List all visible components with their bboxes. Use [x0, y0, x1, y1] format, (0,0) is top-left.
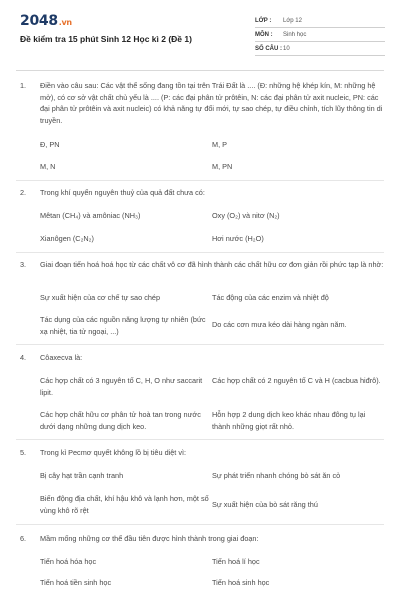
option-c[interactable]: Tác dụng của các nguồn năng lượng tự nhiên (bức xạ nhiệt, tia tử ngoại, ...)	[40, 315, 206, 336]
question-text: Côaxecva là:	[40, 353, 83, 362]
option-c[interactable]: M, N	[40, 162, 56, 171]
site-logo[interactable]: 2048.vn	[20, 13, 72, 29]
question-number: 5.	[20, 448, 27, 457]
question-2	[20, 187, 384, 199]
question-number: 2.	[20, 188, 27, 197]
question-text: Giai đoạn tiến hoá hoá học từ các chất vô cơ đã hình thành các chất hữu cơ đơn giản rồi phức tạp là nhờ:	[40, 260, 384, 269]
option-b[interactable]: Tác động của các enzim và nhiệt độ	[212, 293, 329, 302]
meta-value: Lớp 12	[283, 17, 302, 24]
option-d[interactable]: Do các cơn mưa kéo dài hàng ngàn năm.	[212, 320, 347, 329]
meta-key: LỚP :	[255, 17, 272, 24]
option-b[interactable]: Sự phát triển nhanh chóng bò sát ăn cỏ	[212, 471, 341, 480]
option-a[interactable]: Sự xuất hiện của cơ chế tự sao chép	[40, 293, 161, 302]
option-d[interactable]: M, PN	[212, 162, 233, 171]
page-title: Đề kiểm tra 15 phút Sinh 12 Học kì 2 (Đề 1)	[20, 34, 192, 44]
question-divider	[16, 344, 384, 345]
option-a[interactable]: Đ, PN	[40, 140, 60, 149]
question-4	[20, 352, 384, 364]
question-text: Trong kỉ Pecmơ quyết không lồ bị tiêu diệt vì:	[40, 448, 187, 457]
question-number: 1.	[20, 81, 27, 90]
header-divider	[16, 70, 384, 71]
option-a[interactable]: Tiến hoá hóa học	[40, 557, 97, 566]
meta-table	[255, 14, 385, 56]
option-b[interactable]: M, P	[212, 140, 227, 149]
meta-row-class	[255, 14, 385, 28]
option-b[interactable]: Tiến hoá lí học	[212, 557, 260, 566]
question-number: 3.	[20, 260, 27, 269]
question-text: Mầm mống những cơ thể đầu tiên được hình thành trong giai đoạn:	[40, 534, 259, 543]
question-divider	[16, 252, 384, 253]
option-a[interactable]: Các hợp chất có 3 nguyên tố C, H, O như saccarit lipit.	[40, 376, 203, 397]
option-c[interactable]: Xianôgen (C₂N₂)	[40, 234, 94, 243]
question-5	[20, 447, 384, 459]
option-a[interactable]: Bị cây hạt trần cạnh tranh	[40, 471, 124, 480]
option-d[interactable]: Sự xuất hiện của bò sát răng thú	[212, 500, 318, 509]
question-number: 4.	[20, 353, 27, 362]
question-text: Điền vào câu sau: Các vật thể sống đang tồn tại trên Trái Đất là .... (Đ: những hệ khép kín, M: những hệ mở), có cơ sở vật chất chủ yếu là .... (P: các đại phân tử prôtêin, N: các đại phân tử axit nucleic, PN: các đại phân tử prôtêin và axit nucleic) có khả năng tự đổi mới, tự sao chép, tự điều chỉnh, tích lũy thông tin di truyền.	[40, 81, 383, 125]
question-1	[20, 80, 384, 126]
question-3	[20, 259, 384, 271]
option-c[interactable]: Các hợp chất hữu cơ phân tử hoà tan trong nước dưới dạng những dung dịch keo.	[40, 410, 201, 431]
meta-value: Sinh học	[283, 31, 307, 38]
option-a[interactable]: Mêtan (CH₄) và amôniac (NH₃)	[40, 211, 141, 220]
question-text: Trong khí quyển nguyên thuỷ của quả đất chưa có:	[40, 188, 205, 197]
question-6	[20, 533, 384, 545]
option-c[interactable]: Biến động địa chất, khí hậu khô và lạnh hơn, một số vùng khô rõ rệt	[40, 494, 209, 515]
meta-row-subject	[255, 28, 385, 42]
meta-value: 10	[283, 45, 290, 52]
option-d[interactable]: Hơi nước (H₂O)	[212, 234, 264, 243]
option-b[interactable]: Oxy (O₂) và nitơ (N₂)	[212, 211, 280, 220]
question-divider	[16, 439, 384, 440]
meta-row-count	[255, 42, 385, 56]
option-c[interactable]: Tiến hoá tiền sinh học	[40, 578, 112, 587]
option-d[interactable]: Hỗn hợp 2 dung dịch keo khác nhau đông tụ lại thành những giọt rất nhỏ.	[212, 410, 366, 431]
meta-key: SỐ CÂU :	[255, 45, 282, 52]
question-divider	[16, 180, 384, 181]
option-b[interactable]: Các hợp chất có 2 nguyên tố C và H (cacbua hiđrô).	[212, 376, 381, 385]
question-divider	[16, 524, 384, 525]
question-number: 6.	[20, 534, 27, 543]
option-d[interactable]: Tiến hoá sinh học	[212, 578, 270, 587]
header	[0, 0, 400, 68]
meta-key: MÔN :	[255, 31, 273, 38]
